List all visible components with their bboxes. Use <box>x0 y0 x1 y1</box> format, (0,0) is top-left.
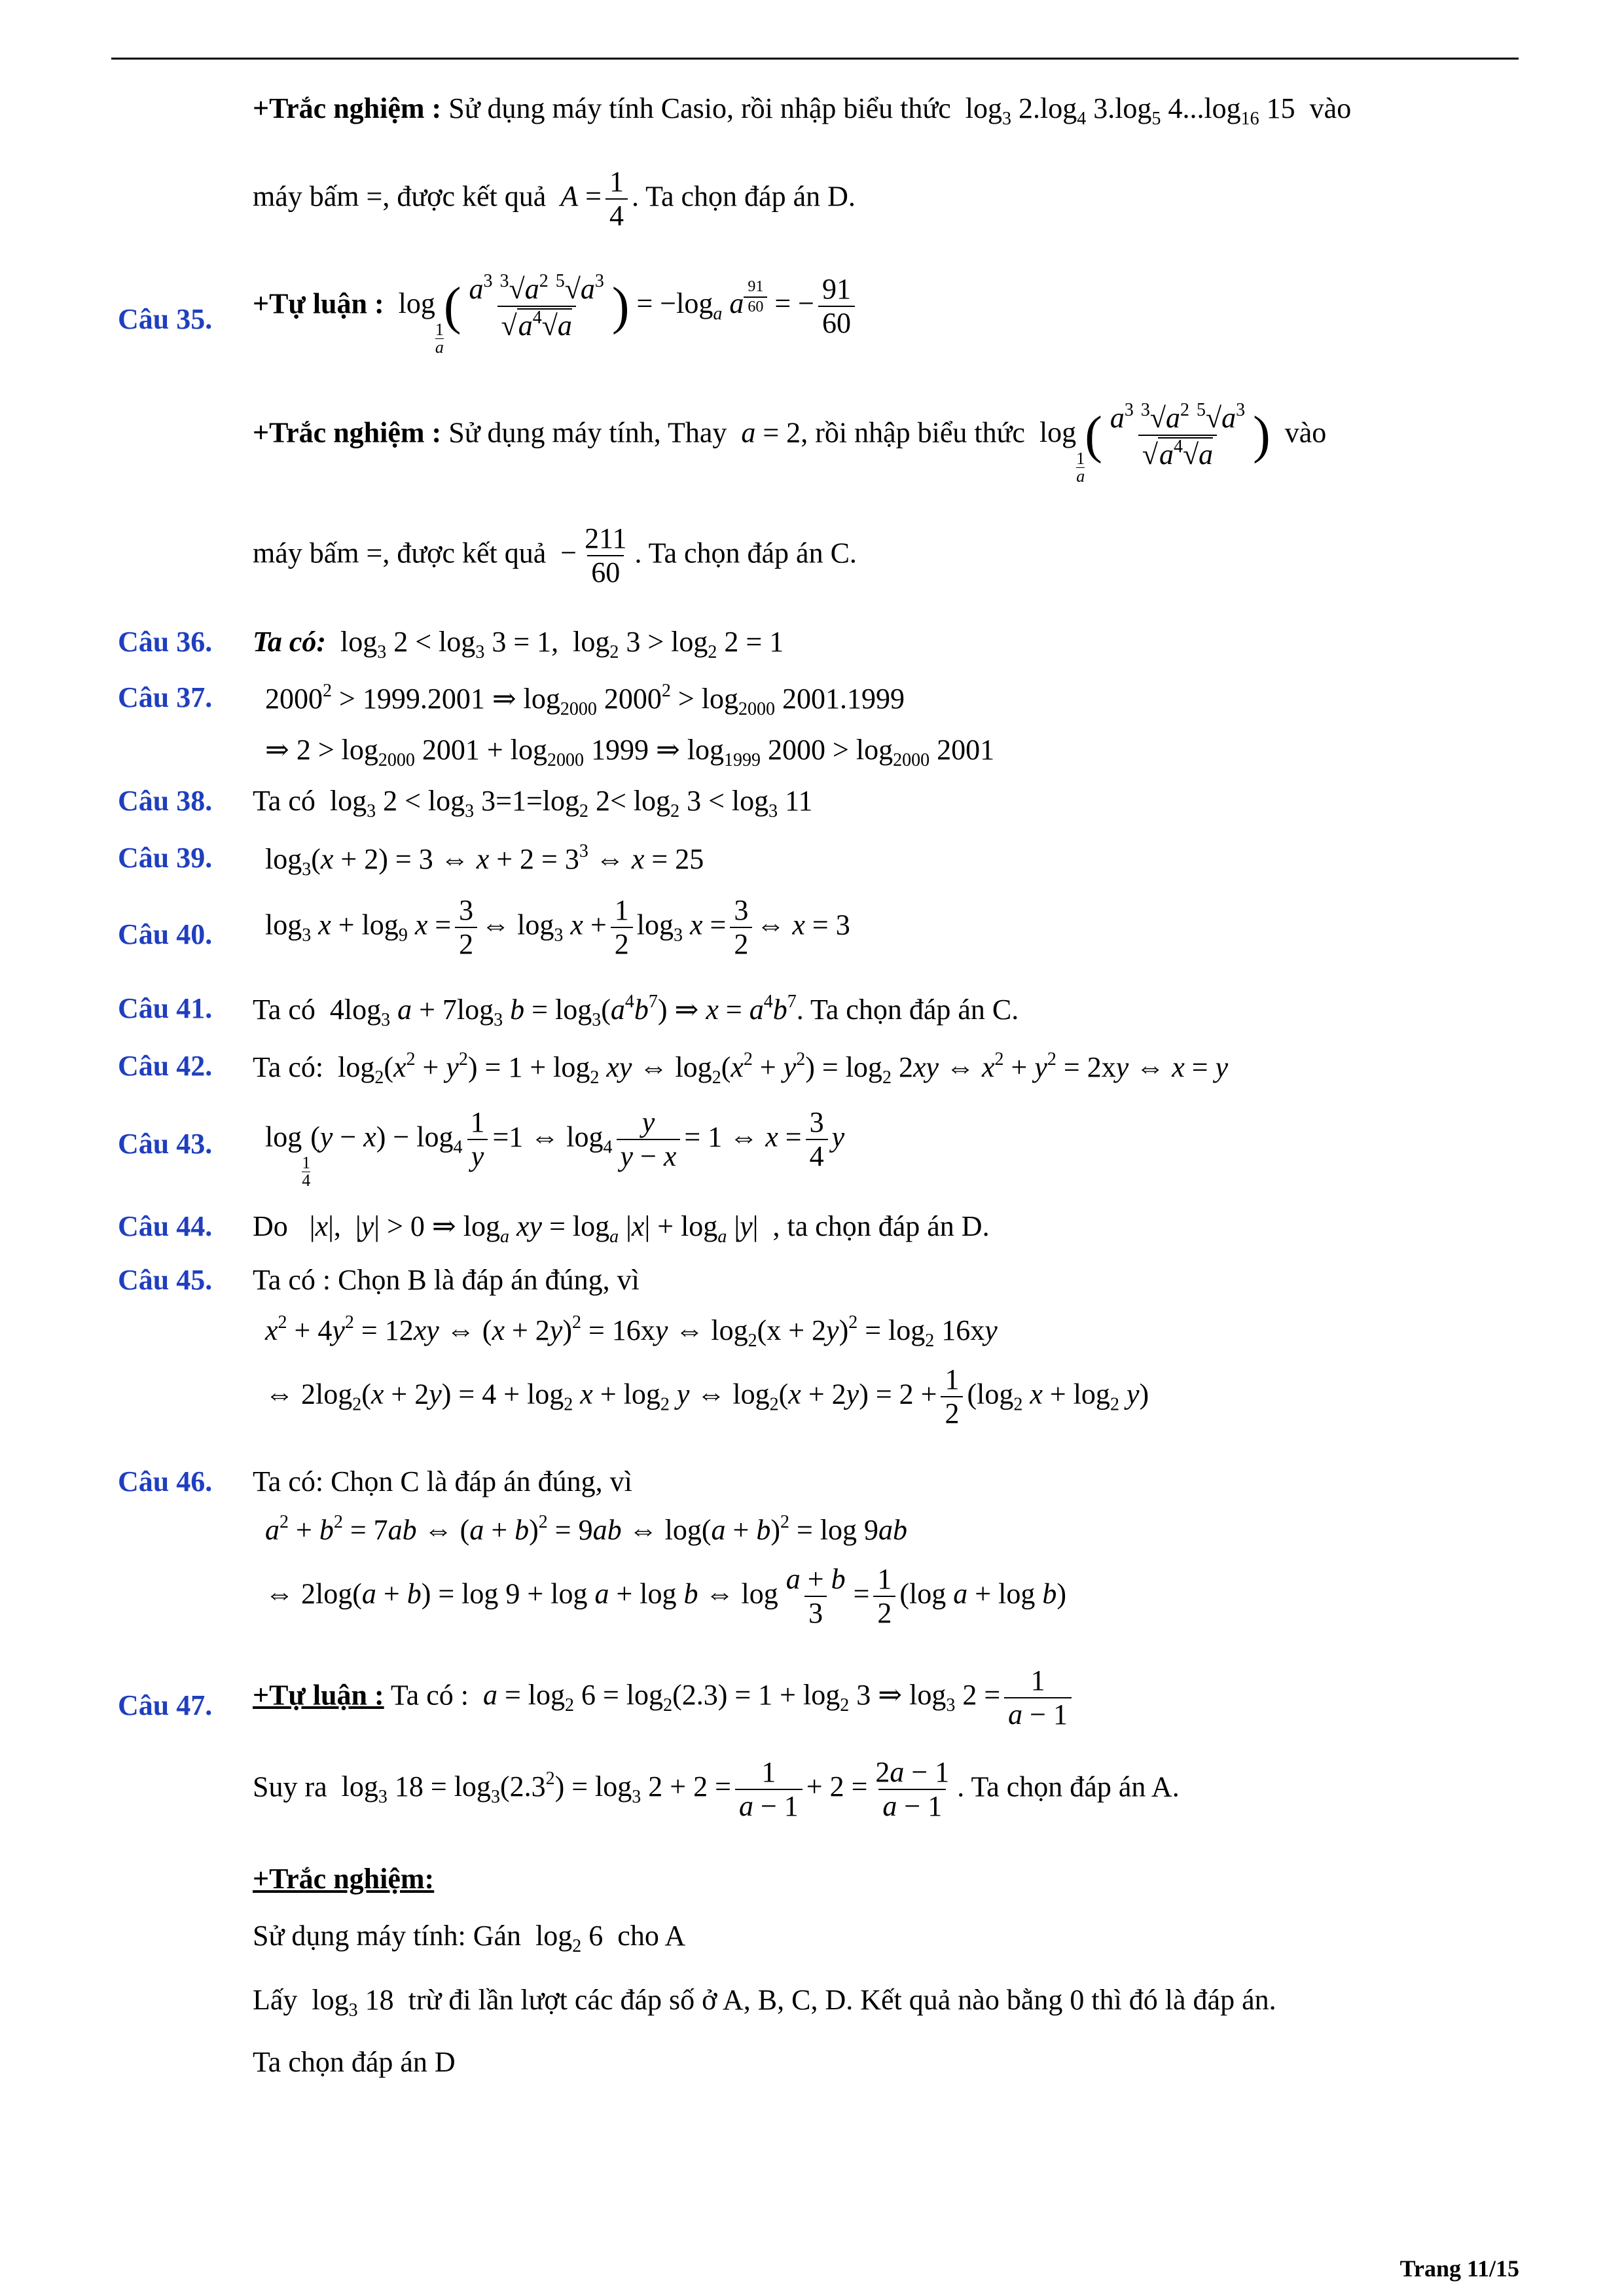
question-label: Câu 47. <box>118 1689 213 1721</box>
text-line <box>253 784 812 822</box>
question-label: Câu 35. <box>118 303 213 335</box>
text-span: máy bấm =, được kết quả <box>253 537 547 569</box>
text-span: Lấy <box>253 1984 298 2016</box>
question-label: Câu 36. <box>118 626 213 658</box>
math-line: ⇒ $2 > \log_{2000} 2001 + \log_{2000} 1999$ ⇒ $\log_{1999} 2000 > \log_{2000} 2001$ <box>265 734 995 770</box>
question-label: Câu 43. <box>118 1128 213 1160</box>
question-label: Câu 38. <box>118 785 213 817</box>
text-span: Sử dụng máy tính, Thay <box>448 416 727 449</box>
text-line: Ta có: Chọn C là đáp án đúng, vì <box>253 1465 632 1498</box>
text-span: Sử dụng máy tính Casio, rồi nhập biểu thức <box>448 92 951 124</box>
math-expression: |x|, |y| > 0 ⇒ $\log_a$ xy = $\log_a |x| + \log_a |y|$ <box>295 1210 773 1247</box>
text-span: máy bấm =, được kết quả <box>253 180 547 213</box>
question-label: Câu 45. <box>118 1264 213 1296</box>
text-line <box>253 1666 1075 1730</box>
section-heading: +Trắc nghiệm: <box>253 1863 435 1895</box>
math-line: $\log_3 x + \log_9 x$ = $\frac{3}{2}$ ⇔ $\log_3 x$ + $\frac{1}{2}$ $\log_3 x$ = $\frac{3}{2}$ ⇔ x = 3 <box>265 894 850 961</box>
math-expression: $a = \log_2 6 = \log_2(2.3) = 1 + \log_2 3$ ⇒ $\log_3 2$ = $\frac{1}{a - 1}$ <box>476 1679 1075 1711</box>
math-expression: $\log_3 18$ <box>304 1984 401 2020</box>
text-span: . Ta chọn đáp án D. <box>631 180 856 213</box>
math-expression: log 1 a ( $\frac{a^3 ^3√a^2 ^5√a^3}{√a^4√a}$ ) = $-\log_a$ a $^{\frac{91}{60}}$ = − $\frac{91}{60}$ <box>391 287 859 319</box>
page-number: Trang 11/15 <box>1399 2255 1519 2282</box>
text-span: vào <box>1309 92 1352 124</box>
text-line <box>253 1210 990 1247</box>
math-expression: $\log_3 2 < \log_3 3 = 1$, $\log_2 3 > \log_2 2 = 1$ <box>333 626 784 662</box>
question-label: Câu 37. <box>118 681 213 713</box>
text-span: Ta có : <box>390 1679 469 1712</box>
section-heading: +Tự luận : <box>253 1679 384 1712</box>
text-line <box>253 1862 434 1895</box>
text-span: Ta có <box>253 785 316 817</box>
math-line: $\log_3(x + 2) = 3$ ⇔ $x + 2 = 3^3$ ⇔ x = 25 <box>265 841 704 880</box>
math-line: log 1 4 $(y - x) - \log_4$ $\frac{1}{y}$ =1 ⇔ $\log_4$ $\frac{y}{y - x}$ = 1 ⇔ x = $\frac{3}{4}$ y <box>265 1106 845 1191</box>
text-line <box>253 1049 1228 1088</box>
math-expression: $\log_3 2 < \log_3 3=1=\log_2$ $2< \log_2 3 < \log_3 11$ <box>322 785 813 821</box>
text-span: Ta có: <box>253 626 327 658</box>
math-expression: A = $\frac{1}{4}$ <box>553 180 632 212</box>
text-span: , ta chọn đáp án D. <box>772 1210 990 1242</box>
text-span: . Ta chọn đáp án C. <box>796 994 1019 1026</box>
question-label: Câu 44. <box>118 1210 213 1242</box>
question-label: Câu 41. <box>118 992 213 1024</box>
question-label: Câu 40. <box>118 918 213 950</box>
text-line <box>253 992 1019 1031</box>
top-rule <box>111 58 1519 60</box>
text-line <box>253 167 856 231</box>
text-line <box>253 524 857 588</box>
math-expression: $\log_3 2.\log_4$ $3.\log_5$ $4...\log_{16}$ 15 <box>958 92 1303 129</box>
text-span: . Ta chọn đáp án A. <box>957 1770 1180 1803</box>
math-expression: $\log_3 18 = \log_3(2.3^2) = \log_3 2 + 2$ = $\frac{1}{a - 1}$ + 2 = $\frac{2a - 1}{a - 1}$ <box>334 1756 950 1823</box>
text-line <box>253 401 1326 485</box>
text-line: Ta chọn đáp án D <box>253 2046 456 2078</box>
text-line <box>253 92 1351 130</box>
text-line <box>253 1757 1180 1821</box>
text-line <box>253 625 784 663</box>
question-label: Câu 46. <box>118 1465 213 1498</box>
math-expression: $4\log_3$ $a + 7\log_3$ $b = \log_3(a^4b^7)$ ⇒ $x = a^4b^7$ <box>322 992 797 1030</box>
math-line: $2000^2 > 1999.2001$ ⇒ $\log_{2000} 2000^2 > \log_{2000} 2001.1999$ <box>265 681 905 719</box>
text-span: vào <box>1284 416 1327 449</box>
text-span: , rồi nhập biểu thức <box>801 416 1025 449</box>
text-span: Ta có: <box>253 1051 324 1083</box>
section-heading: +Tự luận : <box>253 287 384 320</box>
math-line: ⇔ $2\log_2(x + 2y) = 4 + \log_2 x + \log_2 y$ ⇔ $\log_2(x + 2y) = 2$ + $\frac{1}{2}$ ($\log_2$ $x + \log_2 y$) <box>265 1363 1149 1430</box>
text-span: Sử dụng máy tính: Gán <box>253 1920 522 1952</box>
text-line <box>253 1919 685 1957</box>
text-line <box>253 272 859 356</box>
section-heading: +Trắc nghiệm : <box>253 416 442 449</box>
math-expression: $\log_2 6$ <box>528 1920 611 1956</box>
text-span: Suy ra <box>253 1770 327 1803</box>
text-line <box>253 1983 1276 2021</box>
text-span: Do <box>253 1210 288 1242</box>
math-expression: log 1 a ( $\frac{a^3 ^3√a^2 ^5√a^3}{√a^4√a}$ ) <box>1032 400 1271 486</box>
math-expression: a = 2 <box>741 416 801 449</box>
section-heading: +Trắc nghiệm : <box>253 92 442 124</box>
math-expression: − $\frac{211}{60}$ <box>553 522 627 589</box>
question-label: Câu 39. <box>118 842 213 874</box>
text-line: Ta có : Chọn B là đáp án đúng, vì <box>253 1264 640 1296</box>
text-span: cho A <box>617 1920 686 1952</box>
math-expression: $\log_2(x^2 + y^2) = 1 + \log_2$ xy ⇔ $\log_2(x^2 + y^2) = \log_2 2xy$ ⇔ $x^2 + y^2 = 2xy$ ⇔ x = y <box>331 1049 1229 1088</box>
question-label: Câu 42. <box>118 1050 213 1082</box>
math-line: $a^2 + b^2 = 7ab$ ⇔ $(a + b)^2 = 9ab$ ⇔ $\log(a + b)^2 = \log 9ab$ <box>265 1512 908 1546</box>
math-line: ⇔ 2log(a + b) = log 9 + log a + log b ⇔ log $\frac{a + b}{3}$ = $\frac{1}{2}$ (log a + log b) <box>265 1563 1066 1630</box>
text-span: trừ đi lần lượt các đáp số ở A, B, C, D. Kết quả nào bằng 0 thì đó là đáp án. <box>408 1984 1276 2016</box>
text-span: Ta có <box>253 994 316 1026</box>
math-line: $x^2 + 4y^2 = 12xy$ ⇔ $(x + 2y)^2 = 16xy$ ⇔ $\log_2(x + 2y)^2 = \log_2 16xy$ <box>265 1312 998 1351</box>
text-span: . Ta chọn đáp án C. <box>634 537 857 569</box>
